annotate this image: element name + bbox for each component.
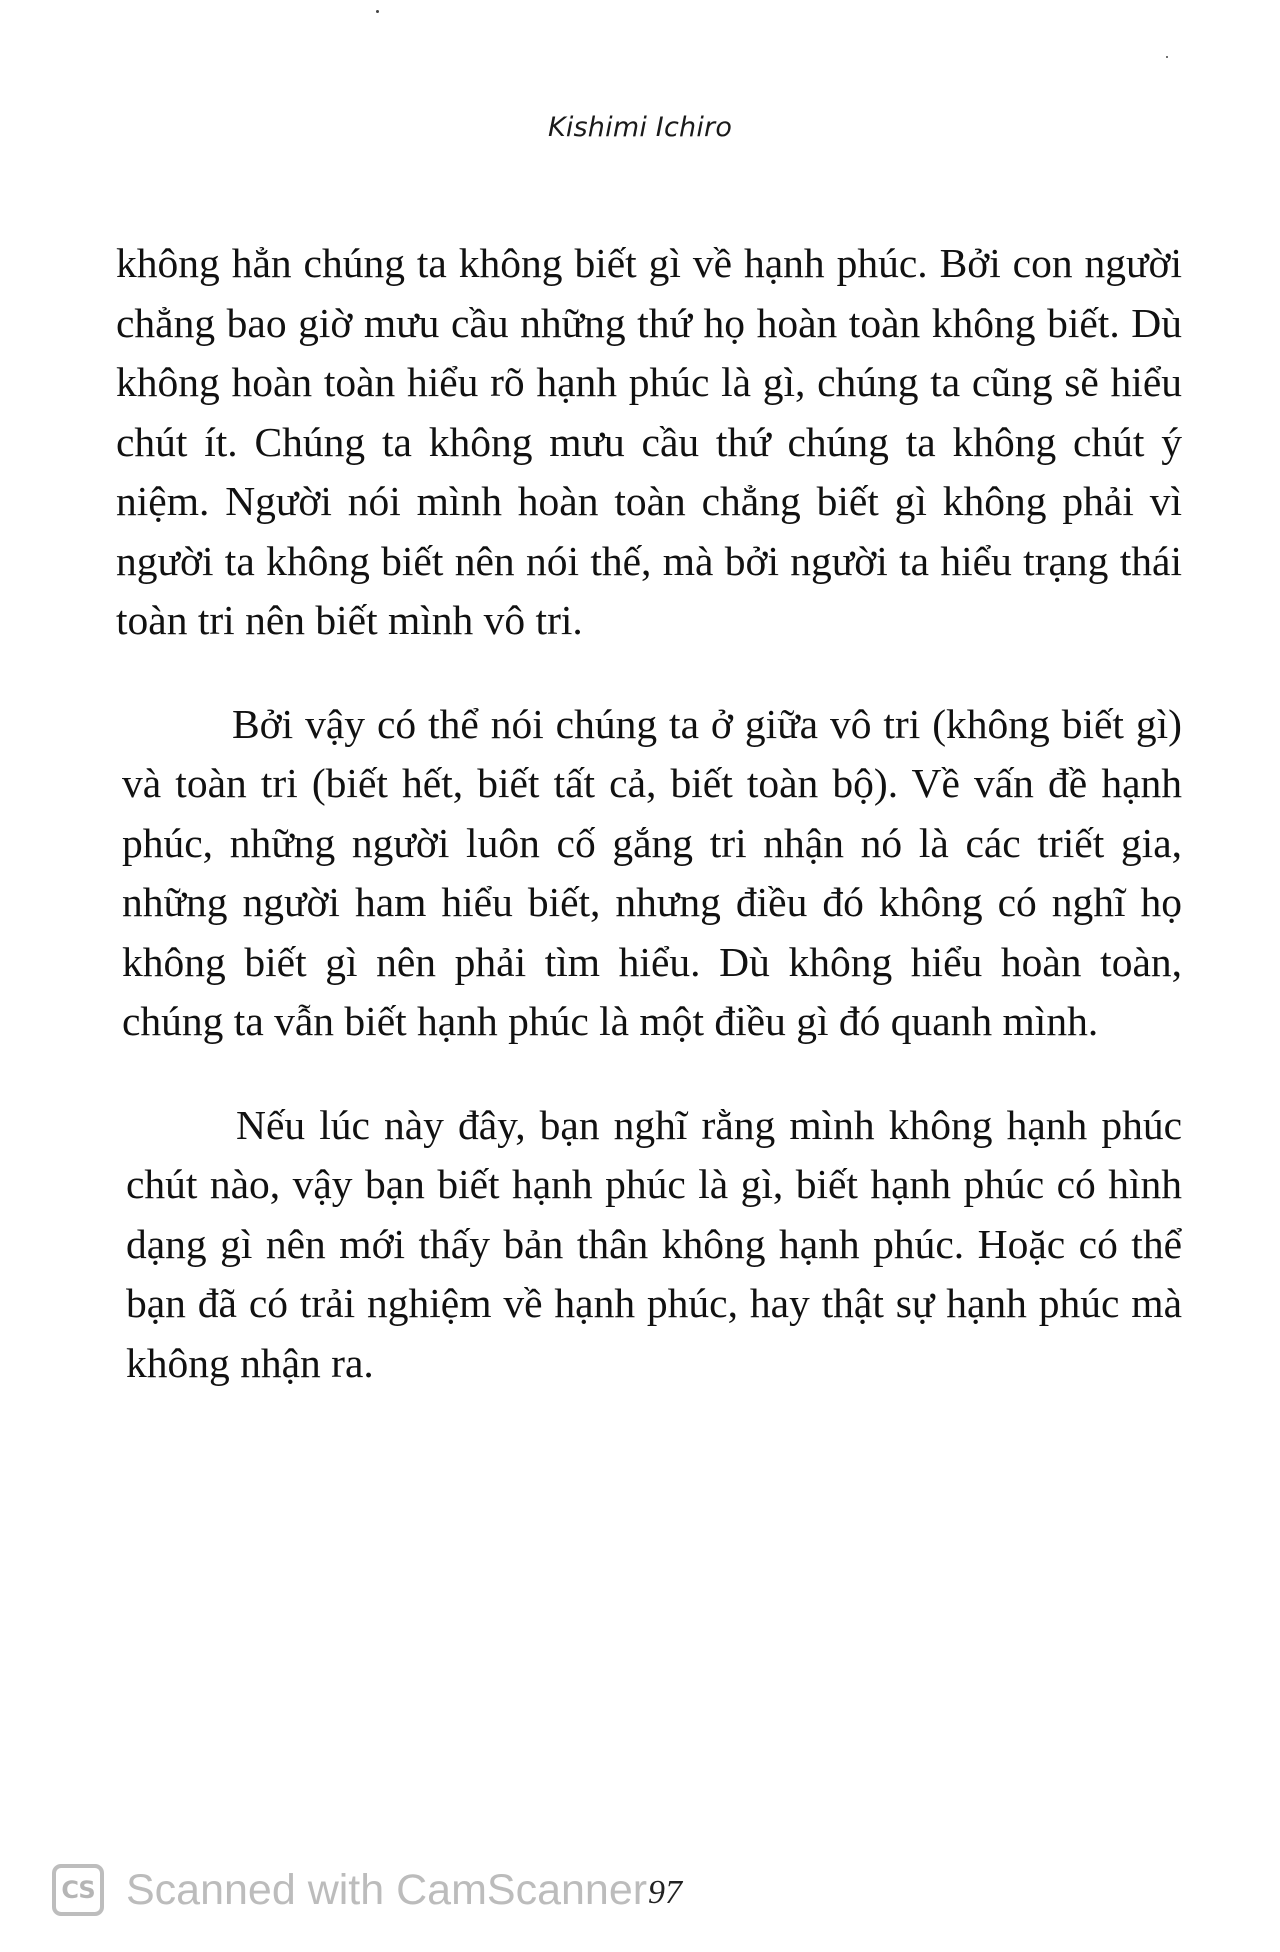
paragraph-1: không hẳn chúng ta không biết gì về hạnh phúc. Bởi con người chẳng bao giờ mưu cầu những thứ họ hoàn toàn không biết. Dù không hoàn toàn hiểu rõ hạnh phúc là gì, chúng ta cũng sẽ hiểu chút ít. Chúng ta không mưu cầu thứ chúng ta không chút ý niệm. Người nói mình hoàn toàn chẳng biết gì không phải vì người ta không biết nên nói thế, mà bởi người ta hiểu trạng thái toàn tri nên biết mình vô tri. xyxy=(116,240,1182,643)
camscanner-watermark xyxy=(52,1858,647,1922)
paragraph-3: Nếu lúc này đây, bạn nghĩ rằng mình không hạnh phúc chút nào, vậy bạn biết hạnh phúc là gì, biết hạnh phúc có hình dạng gì nên mới thấy bản thân không hạnh phúc. Hoặc có thể bạn đã có trải nghiệm về hạnh phúc, hay thật sự hạnh phúc mà không nhận ra. xyxy=(126,1101,1182,1386)
watermark-text: Scanned with CamScanner xyxy=(126,1865,648,1914)
body-text xyxy=(116,234,1182,1393)
camscanner-logo-icon: CS xyxy=(52,1864,104,1916)
running-header-author: Kishimi Ichiro xyxy=(547,112,733,143)
paragraph-2: Bởi vậy có thể nói chúng ta ở giữa vô tri (không biết gì) và toàn tri (biết hết, biết tất cả, biết toàn bộ). Về vấn đề hạnh phúc, những người luôn cố gắng tri nhận nó là các triết gia, những người ham hiểu biết, nhưng điều đó không có nghĩ họ không biết gì nên phải tìm hiểu. Dù không hiểu hoàn toàn, chúng ta vẫn biết hạnh phúc là một điều gì đó quanh mình. xyxy=(122,700,1182,1044)
page-number: 97 xyxy=(648,1874,682,1911)
scan-speck xyxy=(1166,56,1168,58)
scan-speck xyxy=(376,10,379,13)
